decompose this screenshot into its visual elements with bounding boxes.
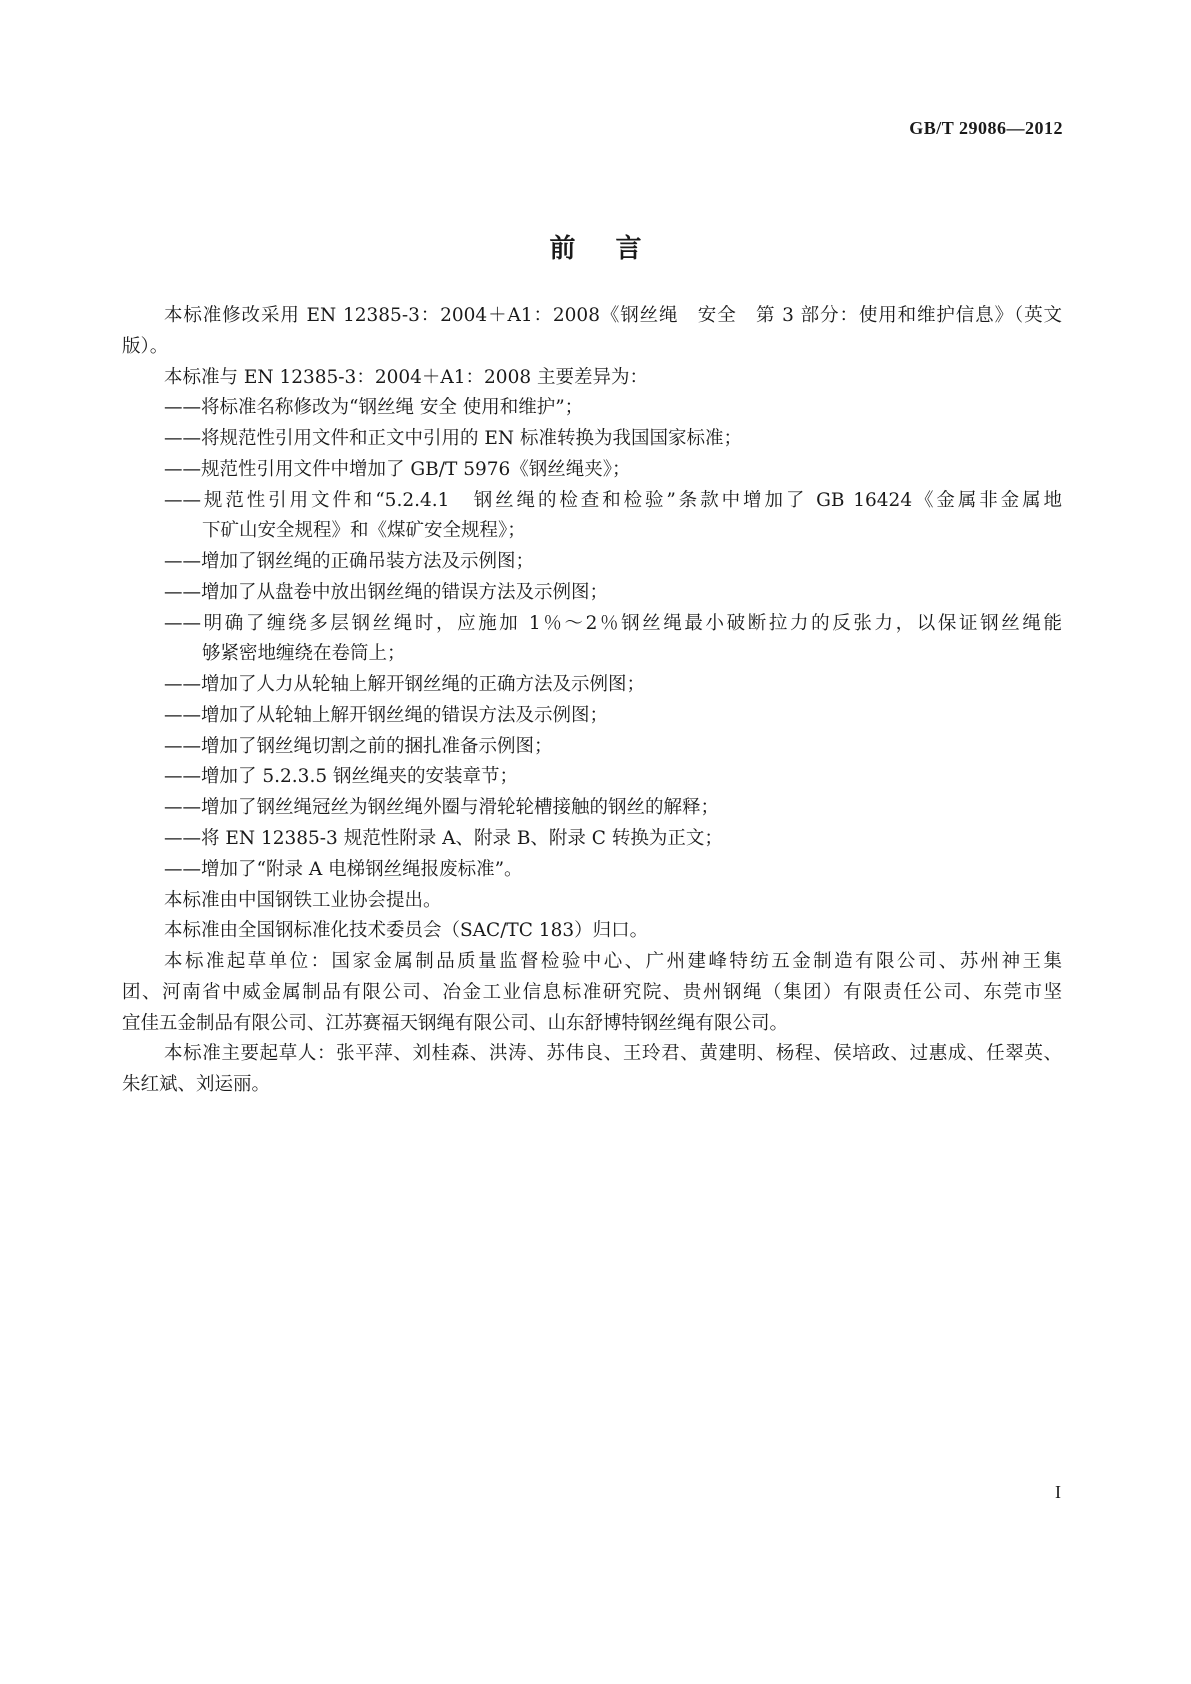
list-item-continuation: 下矿山安全规程》和《煤矿安全规程》；: [202, 520, 526, 542]
list-item: ——将规范性引用文件和正文中引用的 EN 标准转换为我国国家标准；: [164, 428, 742, 450]
document-body: [122, 301, 1062, 1101]
paragraph-line: 本标准修改采用 EN 12385-3：2004＋A1：2008《钢丝绳 安全 第 3 部分：使用和维护信息》（英文: [164, 305, 1062, 326]
paragraph-line: 宜佳五金制品有限公司、江苏赛福天钢绳有限公司、山东舒博特钢丝绳有限公司。: [122, 1012, 789, 1034]
list-item-continuation: 够紧密地缠绕在卷筒上；: [202, 643, 406, 665]
paragraph-line: 本标准由全国钢标准化技术委员会（SAC/TC 183）归口。: [164, 920, 649, 942]
list-item: ——增加了钢丝绳切割之前的捆扎准备示例图；: [164, 735, 553, 757]
list-item: ——增加了钢丝绳的正确吊装方法及示例图；: [164, 551, 535, 573]
list-item: ——将标准名称修改为“钢丝绳 安全 使用和维护”；: [164, 397, 584, 419]
list-item: ——增加了 5.2.3.5 钢丝绳夹的安装章节；: [164, 766, 518, 788]
list-item: ——增加了钢丝绳冠丝为钢丝绳外圈与滑轮轮槽接触的钢丝的解释；: [164, 797, 720, 819]
paragraph-line: 朱红斌、刘运丽。: [122, 1074, 271, 1096]
paragraph-line: 本标准与 EN 12385-3：2004＋A1：2008 主要差异为：: [164, 366, 649, 388]
list-item: ——增加了“附录 A 电梯钢丝绳报废标准”。: [164, 858, 523, 880]
paragraph-line: 本标准由中国钢铁工业协会提出。: [164, 889, 442, 911]
list-item: ——增加了从盘卷中放出钢丝绳的错误方法及示例图；: [164, 581, 609, 603]
list-item: ——规范性引用文件中增加了 GB/T 5976《钢丝绳夹》；: [164, 458, 631, 480]
list-item: ——增加了从轮轴上解开钢丝绳的错误方法及示例图；: [164, 704, 609, 726]
paragraph-line: 本标准起草单位：国家金属制品质量监督检验中心、广州建峰特纺五金制造有限公司、苏州神王集: [164, 951, 1062, 973]
list-item: ——将 EN 12385-3 规范性附录 A、附录 B、附录 C 转换为正文；: [164, 828, 723, 850]
list-item: ——增加了人力从轮轴上解开钢丝绳的正确方法及示例图；: [164, 674, 646, 696]
list-item: ——规范性引用文件和“5.2.4.1 钢丝绳的检查和检验”条款中增加了 GB 16424《金属非金属地: [164, 489, 1062, 511]
paragraph-line: 版）。: [122, 335, 169, 357]
page-number: I: [1055, 1482, 1061, 1502]
paragraph-line: 团、河南省中威金属制品有限公司、冶金工业信息标准研究院、贵州钢绳（集团）有限责任公司、东莞市坚: [122, 981, 1062, 1003]
paragraph-line: 本标准主要起草人：张平萍、刘桂森、洪涛、苏伟良、王玲君、黄建明、杨程、侯培政、过惠成、任翠英、: [164, 1043, 1062, 1065]
standard-number: GB/T 29086—2012: [909, 118, 1063, 138]
page-title: 前言: [549, 234, 682, 264]
list-item: ——明确了缠绕多层钢丝绳时，应施加 1％～2％钢丝绳最小破断拉力的反张力，以保证钢丝绳能: [164, 612, 1062, 634]
